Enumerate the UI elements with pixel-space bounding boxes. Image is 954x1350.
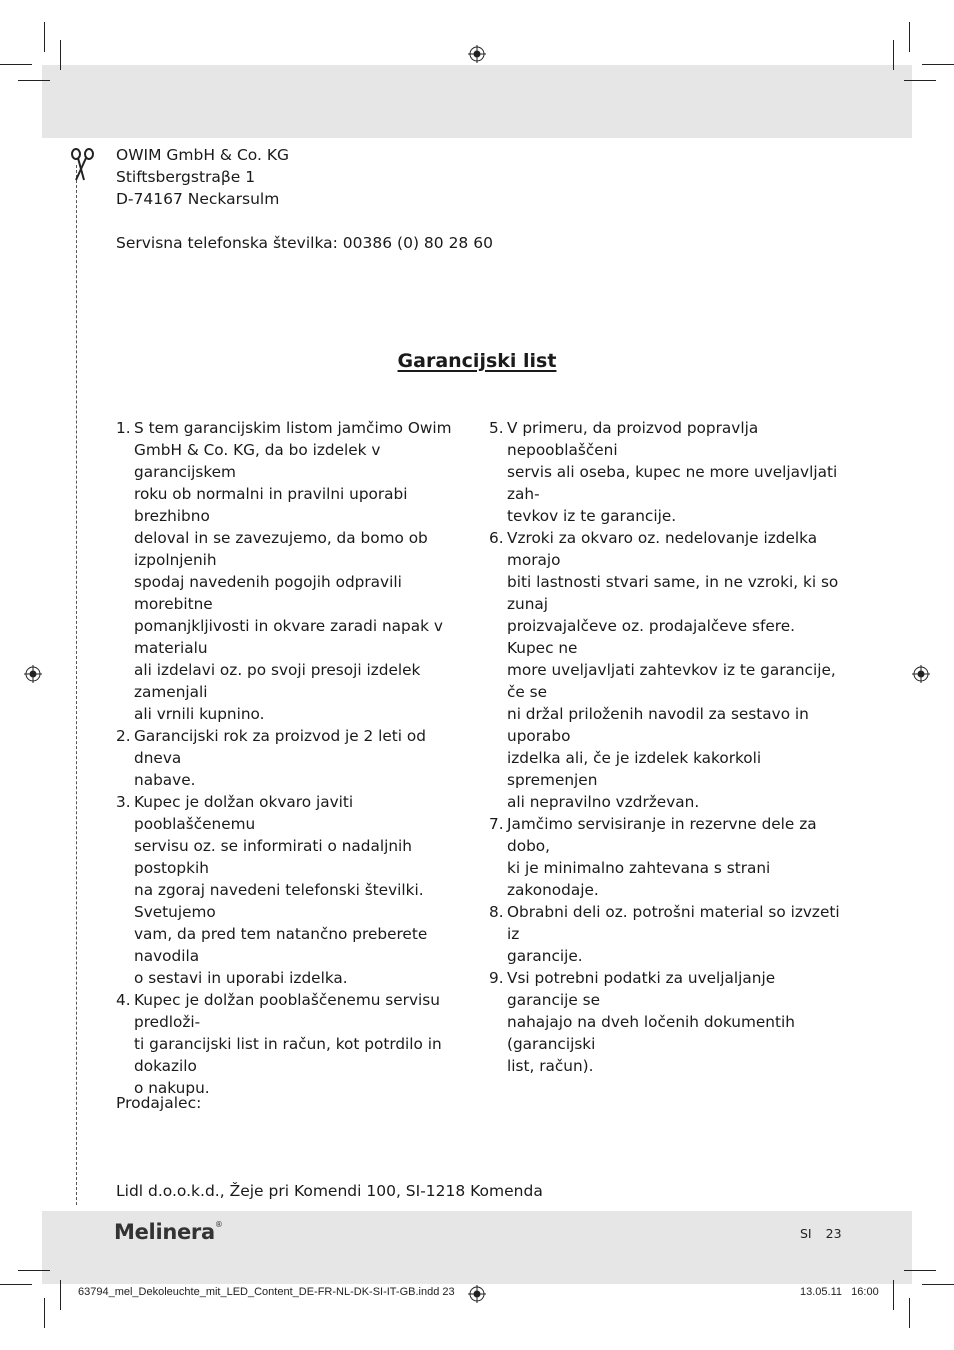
list-item: 5. V primeru, da proizvod popravlja nepooblaščeni servis ali oseba, kupec ne more uveljavljati zah- tevkov iz te garancije.: [489, 419, 838, 525]
crop-mark: [893, 1280, 894, 1310]
print-date: 13.05.11 16:00: [800, 1286, 879, 1298]
crop-mark: [922, 64, 954, 65]
page-title-text: Garancijski list: [397, 350, 557, 372]
crop-mark: [18, 1270, 50, 1271]
company-city: D-74167 Neckarsulm: [116, 190, 280, 208]
seller-address: Lidl d.o.o.k.d., Žeje pri Komendi 100, SI-1218 Komenda: [116, 1182, 543, 1200]
crop-mark: [904, 1270, 936, 1271]
crop-mark: [44, 1298, 45, 1328]
crop-mark: [0, 1284, 32, 1285]
crop-mark: [60, 1280, 61, 1310]
crop-mark: [904, 80, 936, 81]
crop-mark: [909, 1298, 910, 1328]
company-address: [116, 144, 289, 210]
conditions-left-column: [116, 417, 472, 1099]
company-street: Stiftsbergstraβe 1: [116, 168, 256, 186]
crop-mark: [893, 40, 894, 70]
registration-mark-icon: [912, 665, 930, 683]
list-item: 3. Kupec je dolžan okvaro javiti pooblaščenemu servisu oz. se informirati o nadaljnih postopkih na zgoraj navedeni telefonski številki. Svetujemo vam, da pred tem natančno preberete navodila o sestavi in uporabi izdelka.: [116, 793, 428, 987]
list-item: 4. Kupec je dolžan pooblaščenemu servisu predloži- ti garancijski list in račun, kot potrdilo in dokazilo o nakupu.: [116, 991, 442, 1097]
list-item: 6. Vzroki za okvaro oz. nedelovanje izdelka morajo biti lastnosti stvari same, in ne vzroki, ki so zunaj proizvajalčeve oz. prodajalčeve sfere. Kupec ne more uveljavljati zahtevkov iz te garancije, če se ni držal priloženih navodil za sestavo in uporabo izdelka ali, če je izdelek kakorkoli spremenjen ali nepravilno vzdrževan.: [489, 529, 839, 811]
header-band: [42, 65, 912, 138]
page-number: 23: [825, 1226, 842, 1241]
cut-line: [76, 165, 77, 1205]
crop-mark: [909, 22, 910, 52]
language-code: SI: [800, 1226, 812, 1241]
brand-logo: Melinera®: [114, 1220, 223, 1244]
registration-mark-icon: [468, 1285, 486, 1303]
page-title: [0, 348, 954, 374]
crop-mark: [0, 64, 32, 65]
registration-mark-icon: [24, 665, 42, 683]
list-item: 2. Garancijski rok za proizvod je 2 leti od dneva nabave.: [116, 727, 426, 789]
list-item: 9. Vsi potrebni podatki za uveljaljanje garancije se nahajajo na dveh ločenih dokumentih (garancijski list, račun).: [489, 969, 795, 1075]
list-item: 1. S tem garancijskim listom jamčimo Owim GmbH & Co. KG, da bo izdelek v garancijskem roku ob normalni in pravilni uporabi brezhibno deloval in se zavezujemo, da bomo ob izpolnjenih spodaj navedenih pogojih odpravili morebitne pomanjkljivosti in okvare zaradi napak v materialu ali izdelavi oz. po svoji presoji izdelek zamenjali ali vrnili kupnino.: [116, 419, 452, 723]
crop-mark: [44, 22, 45, 52]
print-file-name: 63794_mel_Dekoleuchte_mit_LED_Content_DE-FR-NL-DK-SI-IT-GB.indd 23: [78, 1286, 455, 1298]
list-item: 8. Obrabni deli oz. potrošni material so izvzeti iz garancije.: [489, 903, 840, 965]
crop-mark: [18, 80, 50, 81]
company-name: OWIM GmbH & Co. KG: [116, 146, 290, 164]
crop-mark: [922, 1284, 954, 1285]
conditions-right-column: [489, 417, 845, 1077]
service-phone: Servisna telefonska številka: 00386 (0) 80 28 60: [116, 234, 493, 252]
scissors-icon: [70, 146, 100, 182]
list-item: 7. Jamčimo servisiranje in rezervne dele za dobo, ki je minimalno zahtevana s strani zakonodaje.: [489, 815, 817, 899]
crop-mark: [60, 40, 61, 70]
registration-mark-icon: [468, 45, 486, 63]
seller-label: Prodajalec:: [116, 1094, 202, 1112]
page-info: [800, 1226, 842, 1241]
